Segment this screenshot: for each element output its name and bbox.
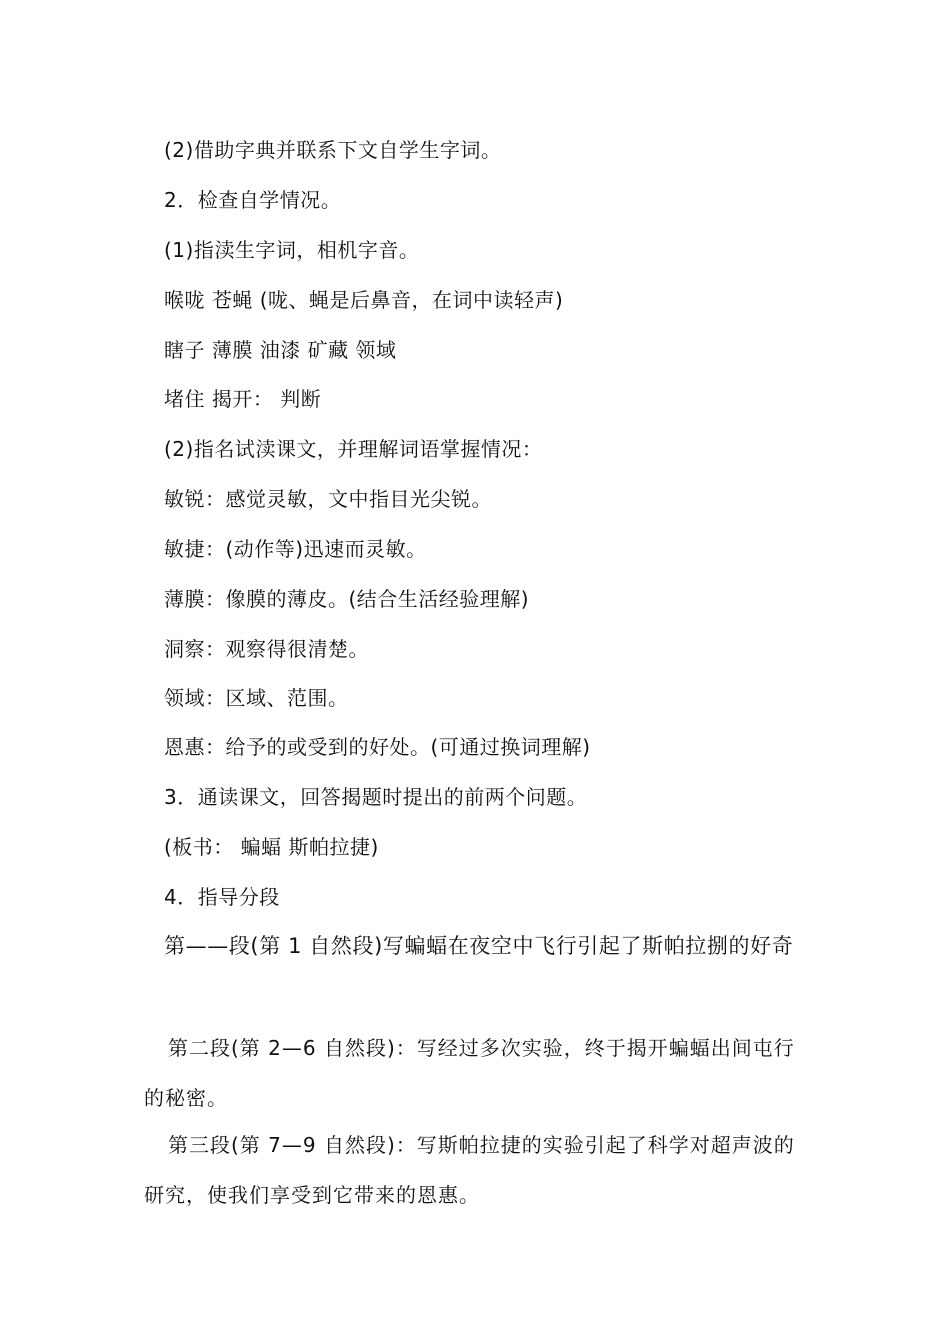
text-line: 喉咙 苍蝇 (咙、蝇是后鼻音，在词中读轻声): [164, 288, 564, 312]
text-line: 恩惠：给予的或受到的好处。(可通过换词理解): [164, 735, 591, 759]
text-line: 敏捷：(动作等)迅速而灵敏。: [164, 537, 427, 561]
text-line: 瞎子 薄膜 油漆 矿藏 领域: [164, 338, 397, 362]
text-line: 2．检查自学情况。: [164, 188, 342, 212]
text-line: 薄膜：像膜的薄皮。(结合生活经验理解): [164, 587, 530, 611]
text-line: 第——段(第 1 自然段)写蝙蝠在夜空中飞行引起了斯帕拉捌的好奇: [164, 934, 794, 958]
paragraph: 第三段(第 7—9 自然段)：写斯帕拉捷的实验引起了科学对超声波的研究，使我们享受到它带来的恩惠。: [144, 1133, 795, 1207]
text-line: (1)指渎生字词，相机字音。: [164, 238, 420, 262]
text-line: 堵住 揭开： 判断: [164, 387, 322, 411]
text-line: 敏锐：感觉灵敏，文中指目光尖锐。: [164, 487, 492, 511]
text-line: 4．指导分段: [164, 885, 280, 909]
text-line: (2)借助字典并联系下文自学生字词。: [164, 138, 502, 162]
text-line: 3．通读课文，回答揭题时提出的前两个问题。: [164, 785, 588, 809]
text-line: (2)指名试渎课文，并理解词语掌握情况：: [164, 437, 543, 461]
text-line: 洞察：观察得很清楚。: [164, 637, 369, 661]
paragraph: 第二段(第 2—6 自然段)：写经过多次实验，终于揭开蝙蝠出间屯行的秘密。: [144, 1036, 795, 1110]
text-line: 领域：区域、范围。: [164, 686, 349, 710]
text-line: (板书： 蝙蝠 斯帕拉捷): [164, 835, 379, 859]
